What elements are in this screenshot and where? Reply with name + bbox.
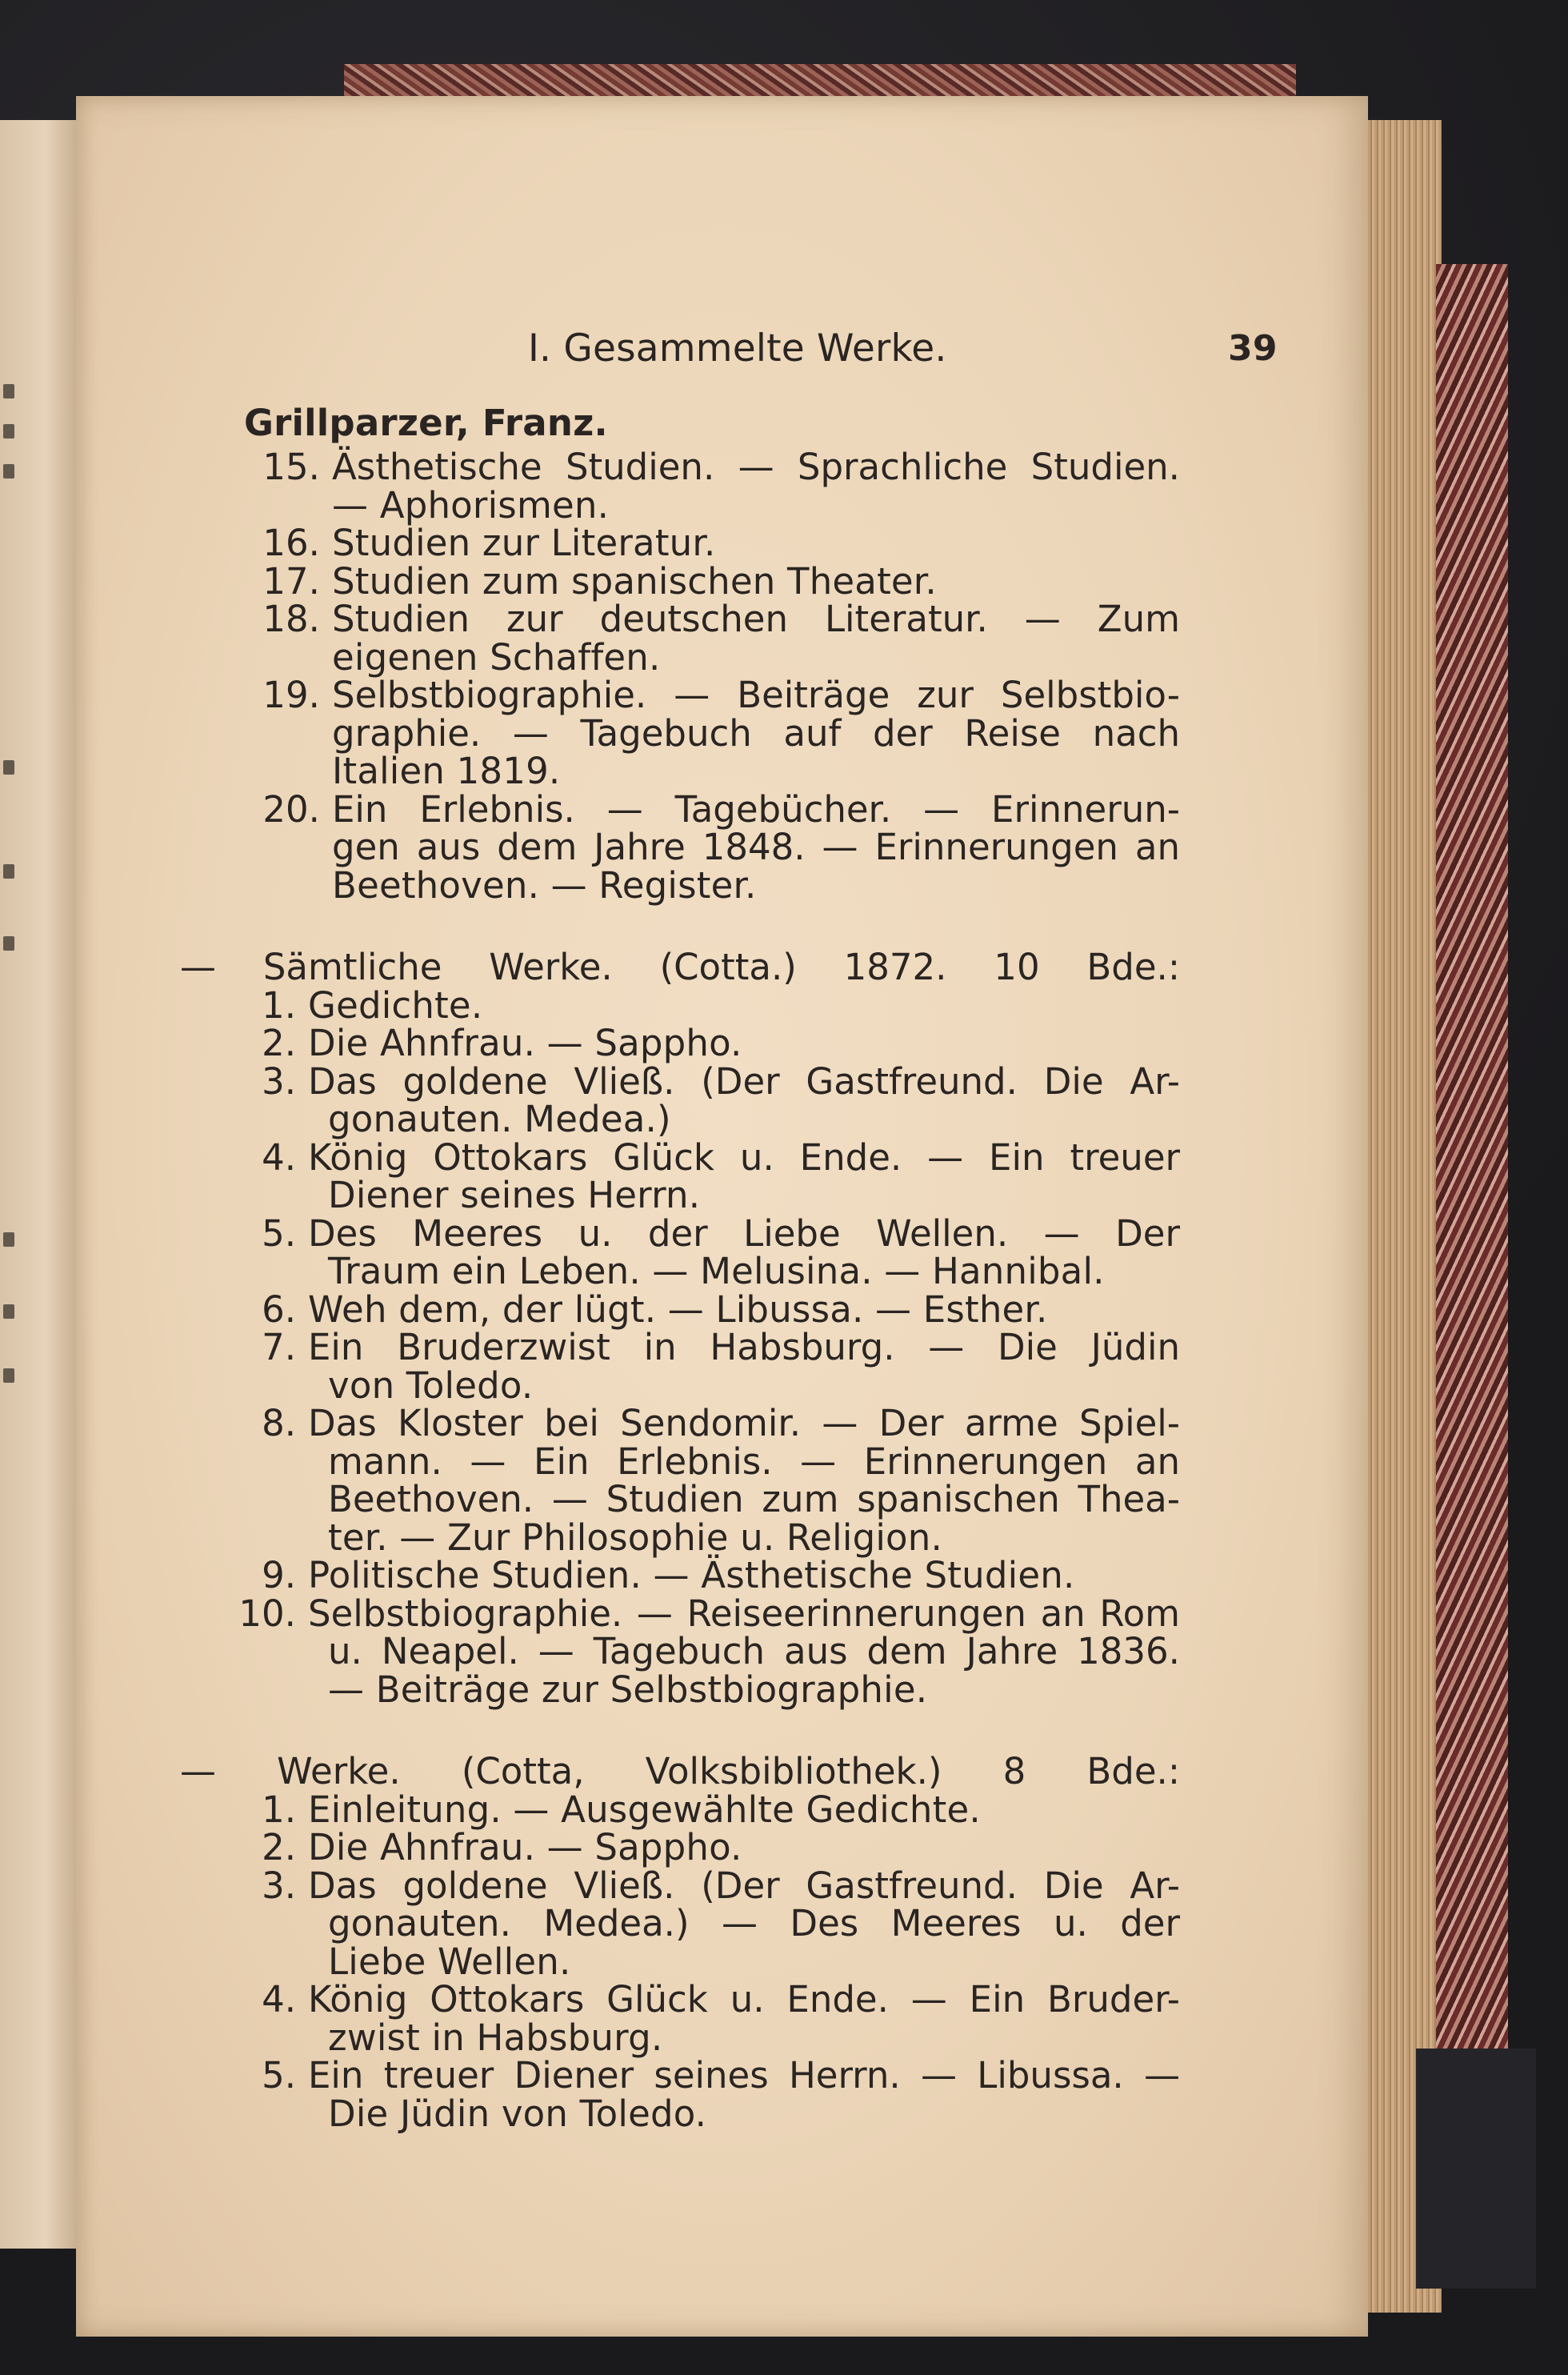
marbled-endpaper-right	[1436, 264, 1508, 2073]
edition-heading: — Werke. (Cotta, Volksbibliothek.) 8 Bde.:	[180, 1750, 1180, 1792]
entry-number: 19.	[262, 674, 320, 716]
entry-line: Ein Erlebnis. — Tagebücher. — Erinnerun-	[332, 787, 1180, 831]
page-number: 39	[1228, 328, 1278, 369]
entry-line: Einleitung. — Ausgewählte Gedichte.	[308, 1788, 981, 1831]
entry-line: Studien zur Literatur.	[332, 522, 716, 564]
entry-line: Das goldene Vließ. (Der Gastfreund. Die Ar-	[308, 1059, 1180, 1103]
entry-line: ter. — Zur Philosophie u. Religion.	[328, 1516, 943, 1559]
entry-number: 10.	[238, 1592, 296, 1635]
entry-line: gen aus dem Jahre 1848. — Erinnerungen an	[332, 826, 1180, 868]
entry-number: 8.	[262, 1402, 296, 1444]
author-heading: Grillparzer, Franz.	[244, 402, 608, 444]
edition-heading: — Sämtliche Werke. (Cotta.) 1872. 10 Bde.:	[180, 946, 1180, 988]
entry-number: 1.	[262, 1788, 296, 1831]
entry-number: 1.	[262, 983, 296, 1027]
entry-line: Die Ahnfrau. — Sappho.	[308, 1826, 742, 1868]
entry-number: 5.	[262, 2054, 296, 2097]
entry-number: 2.	[262, 1022, 296, 1064]
entry-line: eigenen Schaffen.	[332, 635, 661, 679]
entry-line: Selbstbiographie. — Beiträge zur Selbstbio-	[332, 674, 1180, 716]
entry-line: Des Meeres u. der Liebe Wellen. — Der	[308, 1212, 1180, 1255]
entry-line: Politische Studien. — Ästhetische Studien.	[308, 1554, 1075, 1596]
entry-line: Italien 1819.	[332, 750, 561, 792]
entry-line: Ein Bruderzwist in Habsburg. — Die Jüdin	[308, 1326, 1180, 1368]
entry-number: 20.	[262, 787, 320, 831]
page-block-edges	[1360, 120, 1442, 2313]
entry-line: Liebe Wellen.	[328, 1940, 571, 1983]
entry-line: Diener seines Herrn.	[328, 1174, 701, 1216]
entry-number: 16.	[262, 522, 320, 564]
entry-line: Die Ahnfrau. — Sappho.	[308, 1022, 742, 1064]
entry-line: Beethoven. — Register.	[332, 863, 757, 907]
entry-line: gonauten. Medea.) — Des Meeres u. der	[328, 1902, 1180, 1944]
entry-line: zwist in Habsburg.	[328, 2016, 663, 2059]
entry-line: graphie. — Tagebuch auf der Reise nach	[332, 711, 1180, 755]
entry-line: Beethoven. — Studien zum spanischen Thea-	[328, 1478, 1180, 1520]
running-header: I. Gesammelte Werke.	[528, 326, 947, 370]
entry-line: König Ottokars Glück u. Ende. — Ein Bruder-	[308, 1978, 1180, 2021]
cover-corner	[1416, 2049, 1536, 2289]
entry-number: 18.	[262, 598, 320, 640]
entry-line: — Beiträge zur Selbstbiographie.	[328, 1668, 928, 1711]
entry-line: Selbstbiographie. — Reiseerinnerungen an Rom	[308, 1592, 1180, 1635]
entry-line: — Aphorismen.	[332, 483, 610, 527]
entry-number: 17.	[262, 559, 320, 603]
entry-number: 4.	[262, 1978, 296, 2021]
entry-number: 2.	[262, 1826, 296, 1868]
left-page-edge	[0, 120, 78, 2249]
entry-line: mann. — Ein Erlebnis. — Erinnerungen an	[328, 1440, 1180, 1483]
entry-line: u. Neapel. — Tagebuch aus dem Jahre 1836.	[328, 1630, 1180, 1672]
entry-number: 9.	[262, 1554, 296, 1596]
entry-line: Studien zum spanischen Theater.	[332, 559, 937, 603]
entry-line: Gedichte.	[308, 983, 483, 1027]
entry-line: Die Jüdin von Toledo.	[328, 2092, 707, 2135]
entry-line: Weh dem, der lügt. — Libussa. — Esther.	[308, 1288, 1048, 1331]
entry-number: 4.	[262, 1135, 296, 1179]
entry-number: 7.	[262, 1326, 296, 1368]
entry-number: 3.	[262, 1864, 296, 1907]
entry-number: 6.	[262, 1288, 296, 1331]
entry-number: 5.	[262, 1212, 296, 1255]
entry-line: Das goldene Vließ. (Der Gastfreund. Die Ar-	[308, 1864, 1180, 1907]
entry-line: Ein treuer Diener seines Herrn. — Libussa. —	[308, 2054, 1180, 2097]
entry-line: von Toledo.	[328, 1364, 534, 1407]
entry-line: Studien zur deutschen Literatur. — Zum	[332, 598, 1180, 640]
book-page	[76, 96, 1368, 2337]
entry-line: Das Kloster bei Sendomir. — Der arme Spiel-	[308, 1402, 1180, 1444]
entry-number: 3.	[262, 1059, 296, 1103]
entry-line: Ästhetische Studien. — Sprachliche Studien.	[332, 446, 1180, 488]
entry-number: 15.	[262, 446, 320, 488]
entry-line: gonauten. Medea.)	[328, 1098, 671, 1140]
entry-line: Traum ein Leben. — Melusina. — Hannibal.	[328, 1250, 1105, 1292]
entry-line: König Ottokars Glück u. Ende. — Ein treuer	[308, 1135, 1180, 1179]
